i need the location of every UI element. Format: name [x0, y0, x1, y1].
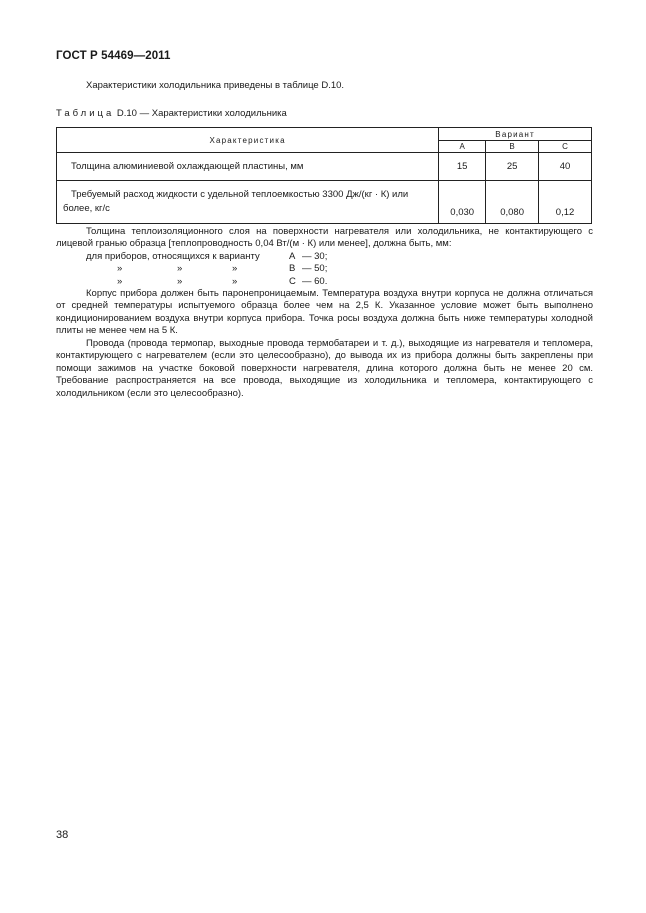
paragraph-wires: Провода (провода термопар, выходные провода термобатареи и т. д.), выходящие из нагревателя и тепломера, контактирующего с нагревателем (если это целесообразно), до вывода их из прибора должны быть закреплены при помощи зажимов на участке боковой поверхности нагревателя, длина которого должна быть не менее 20 см. Требование распространяется на все провода, выходящие из холодильника и тепломера, контактирующего с холодильником (если это целесообразно).	[56, 338, 593, 399]
variant-list-item-a	[56, 251, 593, 263]
variant-letter: A	[289, 250, 296, 262]
variant-value: — 60.	[302, 275, 328, 287]
table-caption	[56, 108, 287, 119]
list-intro: для приборов, относящихся к варианту	[86, 250, 260, 262]
row-label-plate-thickness: Толщина алюминиевой охлаждающей пластины, мм	[57, 153, 439, 181]
variant-letter: C	[289, 275, 296, 287]
ditto-mark: »	[177, 275, 183, 287]
variant-value: — 30;	[302, 250, 328, 262]
paragraph-housing: Корпус прибора должен быть паронепроницаемым. Температура воздуха внутри корпуса не должна отличаться от средней температуры испытуемого образца более чем на 2,5 К. Указанное условие может быть выполнено кондиционированием воздуха внутри корпуса прибора. Точка росы воздуха должна быть ниже температуры холодной плиты не менее чем на 5 К.	[56, 287, 593, 337]
ditto-mark: »	[117, 263, 123, 275]
variant-header-a: A	[439, 141, 486, 153]
column-header-variant: Вариант	[439, 128, 592, 141]
variant-header-c: C	[539, 141, 592, 153]
table-row	[57, 181, 592, 224]
ditto-mark: »	[232, 275, 238, 287]
paragraph-insulation: Толщина теплоизоляционного слоя на поверхности нагревателя или холодильника, не контактирующего с лицевой гранью образца [теплопроводность 0,04 Вт/(м · К) или менее], должна быть, мм:	[56, 226, 593, 250]
table-row	[57, 153, 592, 181]
table-caption-text: D.10 — Характеристики холодильника	[116, 108, 287, 119]
intro-text: Характеристики холодильника приведены в таблице D.10.	[86, 80, 345, 91]
variant-list-item-b	[56, 263, 593, 275]
cell-value: 15	[439, 153, 486, 181]
column-header-characteristic: Характеристика	[57, 128, 439, 153]
variant-list-item-c	[56, 276, 593, 288]
variant-header-b: B	[486, 141, 539, 153]
cell-value: 0,12	[539, 181, 592, 224]
document-header: ГОСТ Р 54469—2011	[56, 50, 171, 62]
body-text	[56, 226, 593, 400]
row-label-flow-rate: Требуемый расход жидкости с удельной теплоемкостью 3300 Дж/(кг · К) или более, кг/с	[57, 181, 439, 224]
ditto-mark: »	[177, 263, 183, 275]
ditto-mark: »	[232, 263, 238, 275]
cell-value: 0,030	[439, 181, 486, 224]
cell-value: 40	[539, 153, 592, 181]
characteristics-table	[56, 127, 592, 224]
table-caption-prefix: Таблица	[56, 108, 115, 119]
ditto-mark: »	[117, 275, 123, 287]
variant-letter: B	[289, 263, 296, 275]
cell-value: 25	[486, 153, 539, 181]
cell-value: 0,080	[486, 181, 539, 224]
page-number: 38	[56, 829, 69, 841]
variant-value: — 50;	[302, 263, 328, 275]
